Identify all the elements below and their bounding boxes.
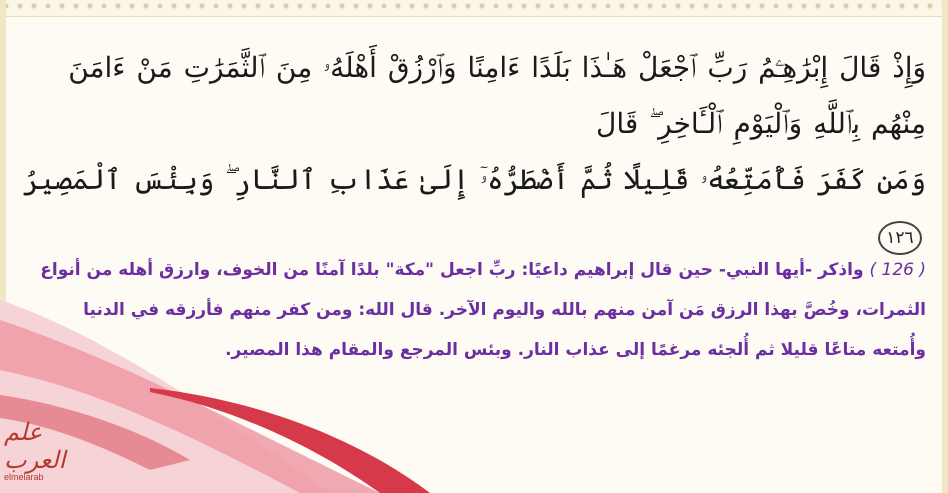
logo-latin-text: elmelarab	[4, 472, 44, 482]
ayah-number-marker: ١٢٦	[878, 221, 922, 255]
verse-line-2-text: وَمَن كَفَرَ فَأُمَتِّعُهُۥ قَلِيلًا ثُمَّ أَضْطَرُّهُۥٓ إِلَىٰ عَذَابِ ٱلنَّارِ ۖ وَبِئْسَ ٱلْمَصِيرُ	[22, 163, 926, 196]
tafsir-verse-number: ( 126 )	[869, 260, 926, 280]
verse-line-1: وَإِذْ قَالَ إِبْرَٰهِـۧمُ رَبِّ ٱجْعَلْ هَـٰذَا بَلَدًا ءَامِنًا وَٱرْزُقْ أَهْلَهُۥ مِنَ ٱلثَّمَرَٰتِ مَنْ ءَامَنَ مِنْهُم بِٱللَّهِ وَٱلْيَوْمِ ٱلْـَٔاخِرِ ۖ قَالَ	[68, 51, 926, 140]
tafsir-paragraph	[26, 250, 926, 370]
site-logo	[4, 418, 104, 482]
quran-verse	[20, 40, 926, 264]
tafsir-text: واذكر -أيها النبي- حين قال إبراهيم داعيًا: ربِّ اجعل "مكة" بلدًا آمنًا من الخوف، وارزق أهله من أنواع الثمرات، وخُصَّ بهذا الرزق مَن آمن منهم بالله واليوم الآخر. قال الله: ومن كفر منهم فأرزقه في الدنيا وأُمتعه متاعًا قليلا ثم أُلجئه مرغمًا إلى عذاب النار. وبئس المرجع والمقام هذا المصير.	[40, 260, 926, 360]
verse-line-2	[20, 152, 926, 264]
logo-arabic-text: علم العرب	[4, 418, 66, 474]
